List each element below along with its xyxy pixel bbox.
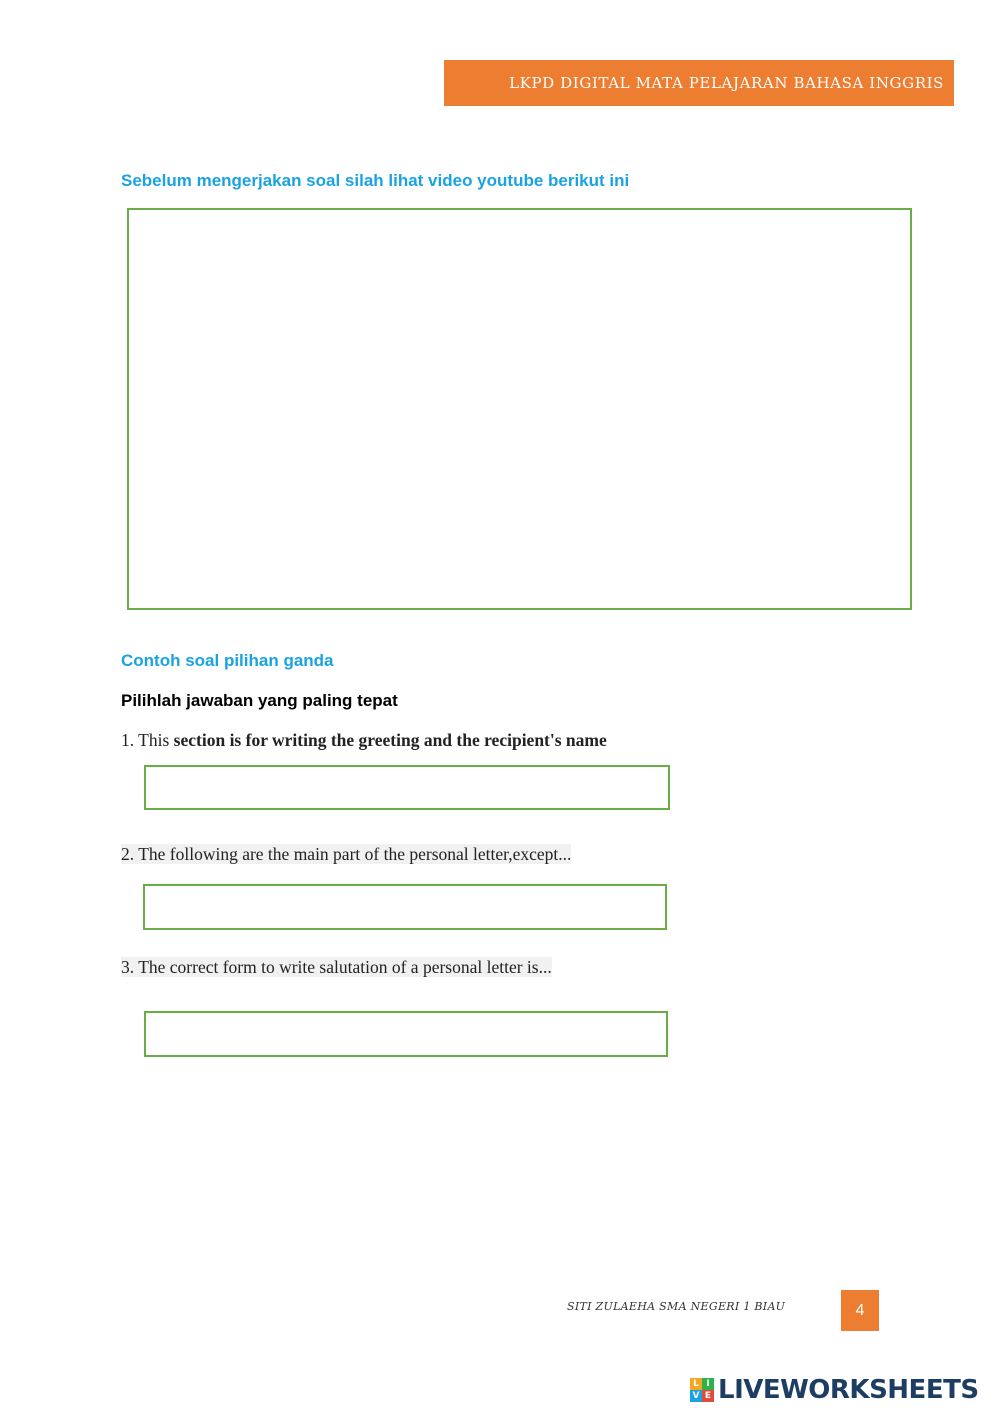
logo-tile-v: V <box>690 1390 702 1402</box>
exercise-instruction: Pilihlah jawaban yang paling tepat <box>121 691 398 710</box>
question-1 <box>121 730 607 751</box>
video-embed-frame[interactable] <box>127 208 912 610</box>
logo-tile-e: E <box>702 1390 714 1402</box>
question-1-text: section is for writing the greeting and the recipient's name <box>173 730 607 750</box>
exercise-heading: Contoh soal pilihan ganda <box>121 651 334 670</box>
liveworksheets-wordmark: LIVEWORKSHEETS <box>718 1375 979 1405</box>
liveworksheets-logo-icon <box>690 1378 714 1402</box>
question-3-text: The correct form to write salutation of a personal letter is... <box>138 957 552 977</box>
header-title: LKPD DIGITAL MATA PELAJARAN BAHASA INGGRIS <box>509 74 944 92</box>
question-1-prefix: 1. This <box>121 730 174 750</box>
question-2-text: The following are the main part of the personal letter,except... <box>138 844 572 864</box>
question-2 <box>121 844 571 865</box>
answer-box-3[interactable] <box>144 1011 668 1057</box>
answer-box-1[interactable] <box>144 765 670 810</box>
liveworksheets-brand[interactable] <box>690 1374 979 1406</box>
page-number: 4 <box>841 1290 879 1331</box>
header-band <box>444 60 954 106</box>
logo-tile-l: L <box>690 1378 702 1390</box>
question-3 <box>121 957 552 978</box>
question-3-prefix: 3. <box>121 957 139 977</box>
intro-heading: Sebelum mengerjakan soal silah lihat video youtube berikut ini <box>121 171 630 190</box>
question-2-prefix: 2. <box>121 844 139 864</box>
logo-tile-i: I <box>702 1378 714 1390</box>
answer-box-2[interactable] <box>143 884 667 930</box>
footer-author: SITI ZULAEHA SMA NEGERI 1 BIAU <box>567 1300 786 1313</box>
